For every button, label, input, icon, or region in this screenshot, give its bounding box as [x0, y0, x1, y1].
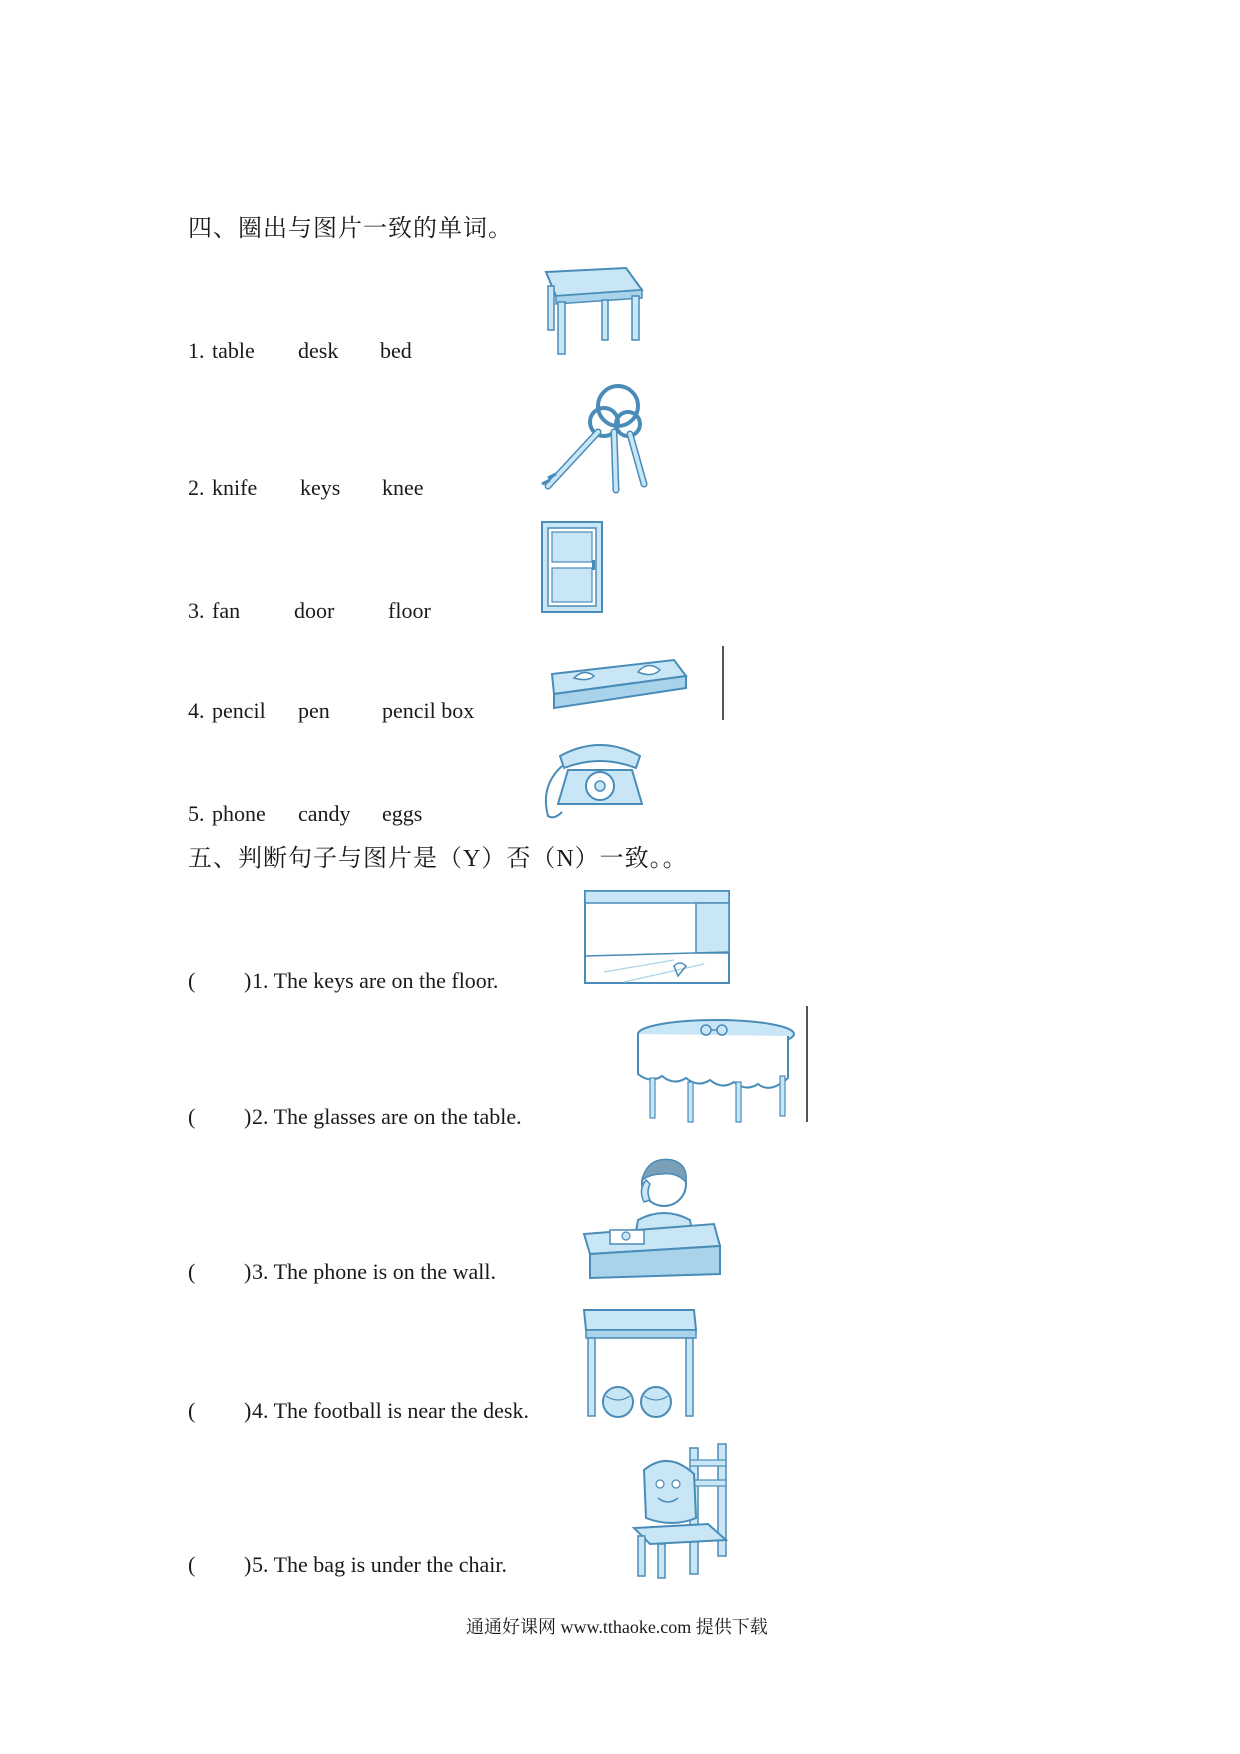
s5-sentence-5: 5. The bag is under the chair.	[252, 1552, 507, 1577]
answer-paren-close-4[interactable]: )	[244, 1398, 252, 1423]
bag-on-chair-icon	[630, 1440, 734, 1580]
word-fan[interactable]: fan	[212, 598, 241, 623]
s5-sentence-2: 2. The glasses are on the table.	[252, 1104, 522, 1129]
glasses-on-table-icon	[632, 1016, 800, 1124]
word-bed[interactable]: bed	[380, 338, 412, 363]
margin-divider-1	[722, 646, 724, 720]
s4-item-1	[188, 338, 508, 368]
word-pencil-box[interactable]: pencil box	[382, 698, 475, 723]
s5-item-3	[188, 1259, 578, 1289]
answer-paren-open-2[interactable]: (	[188, 1104, 196, 1129]
word-knife[interactable]: knife	[212, 475, 258, 500]
word-candy[interactable]: candy	[298, 801, 351, 826]
table-icon	[538, 260, 646, 358]
word-phone[interactable]: phone	[212, 801, 266, 826]
word-knee[interactable]: knee	[382, 475, 424, 500]
s4-item-5-num: 5.	[188, 801, 205, 826]
s5-sentence-3: 3. The phone is on the wall.	[252, 1259, 496, 1284]
section4-title: 四、圈出与图片一致的单词。	[188, 216, 513, 242]
phone-icon	[540, 736, 660, 822]
answer-paren-open-1[interactable]: (	[188, 968, 196, 993]
s4-item-4-num: 4.	[188, 698, 205, 723]
answer-paren-close-3[interactable]: )	[244, 1259, 252, 1284]
s4-item-4	[188, 698, 528, 728]
balls-under-desk-icon	[582, 1306, 698, 1420]
pencil-box-icon	[546, 652, 692, 714]
s5-sentence-4: 4. The football is near the desk.	[252, 1398, 529, 1423]
boy-phone-desk-icon	[580, 1150, 722, 1280]
s4-item-2	[188, 475, 508, 505]
word-floor[interactable]: floor	[388, 598, 431, 623]
s5-item-2	[188, 1104, 608, 1134]
s4-item-2-num: 2.	[188, 475, 205, 500]
word-eggs[interactable]: eggs	[382, 801, 423, 826]
answer-paren-close-2[interactable]: )	[244, 1104, 252, 1129]
answer-paren-close-1[interactable]: )	[244, 968, 252, 993]
s4-item-3	[188, 598, 508, 628]
keys-icon	[536, 382, 668, 496]
s5-item-4	[188, 1398, 608, 1428]
word-desk[interactable]: desk	[298, 338, 339, 363]
word-table[interactable]: table	[212, 338, 255, 363]
s5-sentence-1: 1. The keys are on the floor.	[252, 968, 499, 993]
s5-item-5	[188, 1552, 578, 1582]
word-keys[interactable]: keys	[300, 475, 341, 500]
word-pencil[interactable]: pencil	[212, 698, 266, 723]
s5-item-1	[188, 968, 578, 998]
section5-title: 五、判断句子与图片是（Y）否（N）一致。。	[188, 846, 688, 872]
s4-item-1-num: 1.	[188, 338, 205, 363]
answer-paren-open-3[interactable]: (	[188, 1259, 196, 1284]
word-door[interactable]: door	[294, 598, 335, 623]
answer-paren-open-5[interactable]: (	[188, 1552, 196, 1577]
margin-divider-2	[806, 1006, 808, 1122]
word-pen[interactable]: pen	[298, 698, 330, 723]
answer-paren-open-4[interactable]: (	[188, 1398, 196, 1423]
keys-on-floor-icon	[584, 890, 730, 984]
s4-item-5	[188, 801, 508, 831]
s4-item-3-num: 3.	[188, 598, 205, 623]
answer-paren-close-5[interactable]: )	[244, 1552, 252, 1577]
door-icon	[540, 520, 604, 614]
footer-source: 通通好课网 www.tthaoke.com 提供下载	[466, 1617, 768, 1637]
